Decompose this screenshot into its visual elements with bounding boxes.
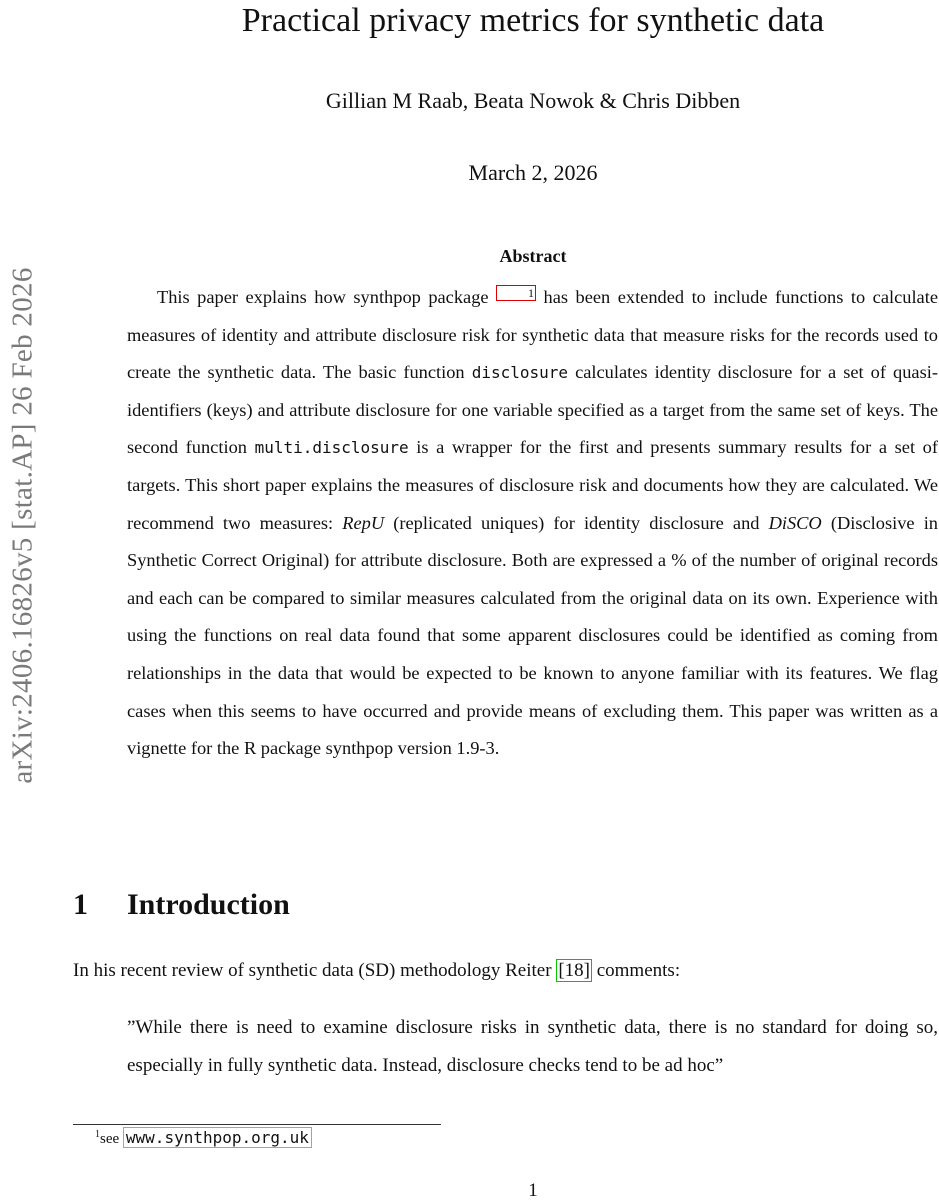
abstract-text-4: is a wrapper for the first and presents summary results for a set of targets. This short paper explains the measures of disclosure risk and documents how they are calculated. We recommend two measures: xyxy=(127,437,938,533)
abstract-body xyxy=(127,279,938,768)
footnote-url-link[interactable]: www.synthpop.org.uk xyxy=(123,1127,312,1148)
abstract-text-6: (Disclosive in Synthetic Correct Original) for attribute disclosure. Both are expressed a % of the number of original records and each can be compared to similar measures calculated from the original data on its own. Experience with using the functions on real data found that some apparent disclosures could be identified as coming from relationships in the data that would be expected to be known to anyone familiar with its features. We flag cases when this seems to have occurred and provide means of excluding them. This paper was written as a vignette for the R package synthpop version 1.9-3. xyxy=(127,512,938,759)
footnote-divider xyxy=(73,1124,441,1125)
term-disco: DiSCO xyxy=(768,512,822,533)
footnote-text: see xyxy=(100,1131,123,1147)
section-title: Introduction xyxy=(127,888,290,921)
code-disclosure: disclosure xyxy=(471,363,569,383)
abstract-text-2: has been extended to include functions to calculate measures of identity and attribute disclosure risk for synthetic data that measure risks for the records used to create the synthetic data. The basic function xyxy=(127,287,938,383)
citation-link[interactable]: [18] xyxy=(558,960,590,981)
footnote-mark: 1 xyxy=(95,1129,100,1140)
footnote-ref-link[interactable]: 1 xyxy=(496,285,536,301)
abstract-text-5: (replicated uniques) for identity disclosure and xyxy=(384,512,769,533)
page-number: 1 xyxy=(528,1180,538,1201)
footnote xyxy=(95,1128,312,1148)
intro-text-pre: In his recent review of synthetic data (SD) methodology Reiter xyxy=(73,960,557,981)
paper-date: March 2, 2026 xyxy=(468,160,598,185)
abstract-heading: Abstract xyxy=(499,246,567,266)
abstract-text-3: calculates identity disclosure for a set of quasi-identifiers (keys) and attribute disclosure for one variable specified as a target from the same set of keys. The second function xyxy=(127,362,938,458)
section-number: 1 xyxy=(73,888,88,921)
section-heading xyxy=(73,888,290,922)
term-repu: RepU xyxy=(342,512,385,533)
paper-authors: Gillian M Raab, Beata Nowok & Chris Dibben xyxy=(325,88,741,113)
intro-paragraph xyxy=(73,960,938,982)
intro-text-post: comments: xyxy=(591,960,681,981)
block-quote: ”While there is need to examine disclosure risks in synthetic data, there is no standard for doing so, especially in fully synthetic data. Instead, disclosure checks tend to be ad hoc” xyxy=(127,1017,938,1076)
abstract-text-1: This paper explains how synthpop package xyxy=(157,287,497,307)
arxiv-identifier[interactable]: arXiv:2406.16826v5 [stat.AP] 26 Feb 2026 xyxy=(6,266,39,784)
paper-title: Practical privacy metrics for synthetic data xyxy=(241,2,825,39)
arxiv-sidebar xyxy=(0,190,46,860)
code-multi-disclosure: multi.disclosure xyxy=(254,438,409,458)
